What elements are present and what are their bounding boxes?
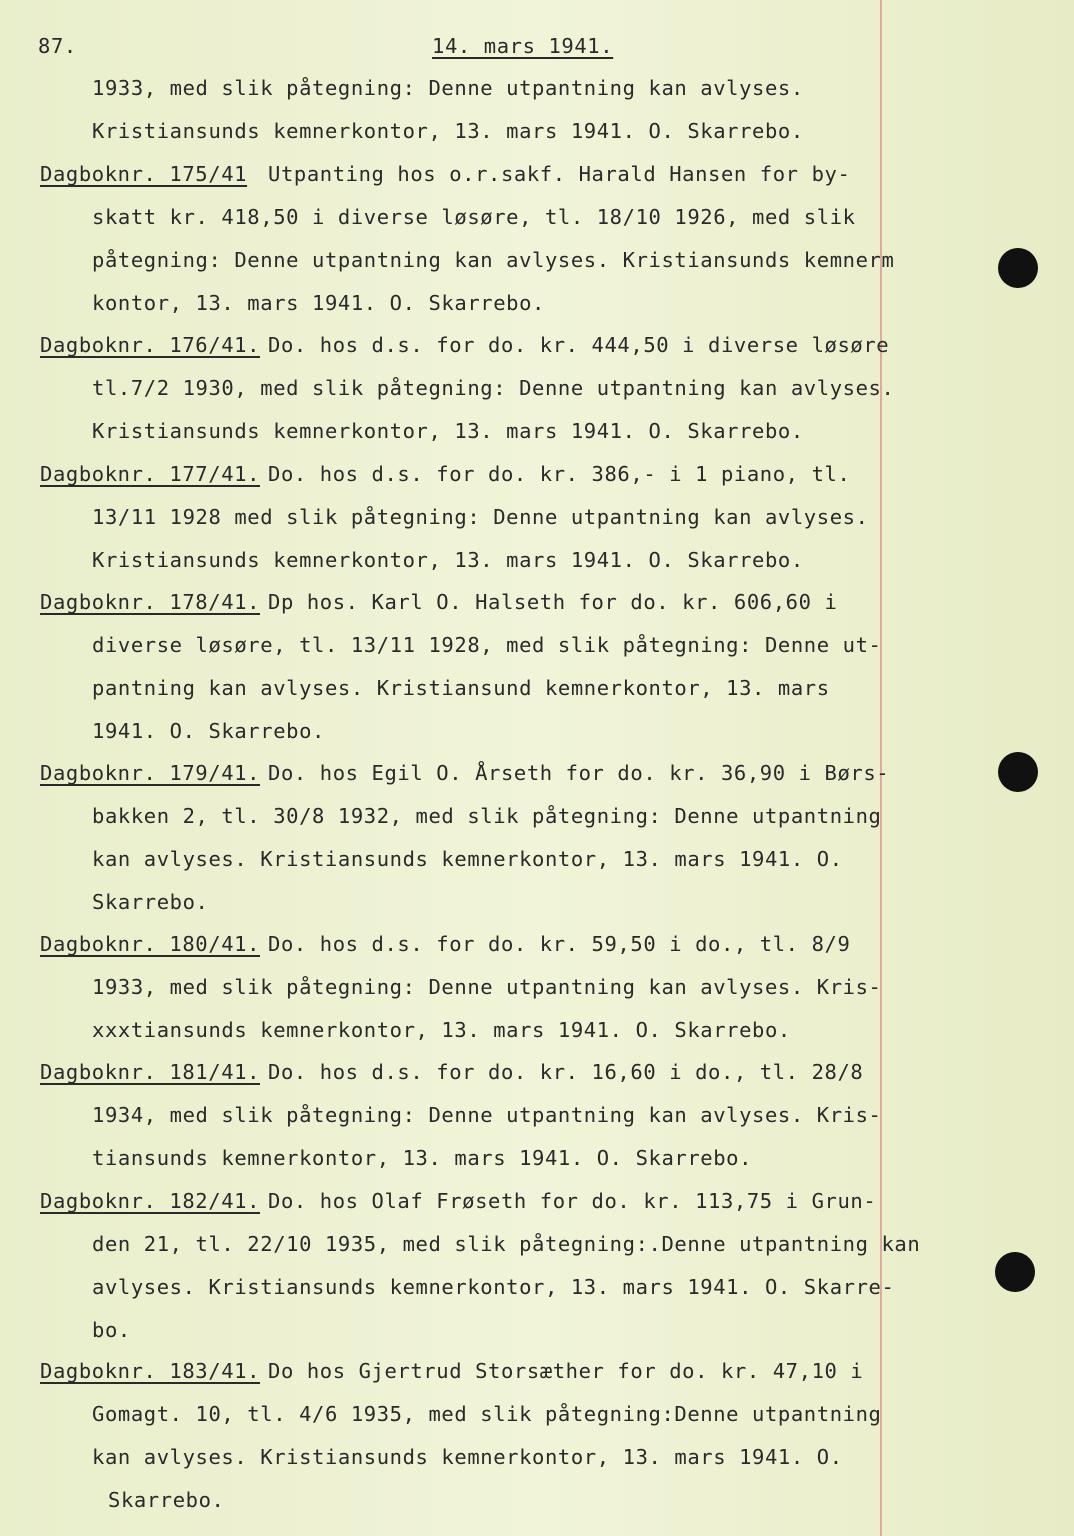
text-line: Do. hos Egil O. Årseth for do. kr. 36,90 i Børs- <box>268 761 890 785</box>
text-line: Do. hos d.s. for do. kr. 59,50 i do., tl. 8/9 <box>268 932 851 956</box>
text-line: tl.7/2 1930, med slik påtegning: Denne utpantning kan avlyses. <box>92 376 895 400</box>
entry-ref: Dagboknr. 175/41 <box>40 162 248 186</box>
text-line: avlyses. Kristiansunds kemnerkontor, 13. mars 1941. O. Skarre- <box>92 1275 895 1299</box>
text-line: Skarrebo. <box>92 890 209 914</box>
text-line: Skarrebo. <box>108 1488 225 1512</box>
text-line: Kristiansunds kemnerkontor, 13. mars 1941. O. Skarrebo. <box>92 548 804 572</box>
text-line: diverse løsøre, tl. 13/11 1928, med slik påtegning: Denne ut- <box>92 633 882 657</box>
text-line: Do. hos d.s. for do. kr. 16,60 i do., tl. 28/8 <box>268 1060 864 1084</box>
entry-ref: Dagboknr. 176/41. <box>40 333 261 357</box>
entry-ref: Dagboknr. 179/41. <box>40 761 261 785</box>
entry-ref: Dagboknr. 180/41. <box>40 932 261 956</box>
entry-ref: Dagboknr. 182/41. <box>40 1189 261 1213</box>
text-line: Kristiansunds kemnerkontor, 13. mars 1941. O. Skarrebo. <box>92 419 804 443</box>
punch-hole <box>995 1252 1035 1292</box>
text-line: Do hos Gjertrud Storsæther for do. kr. 47,10 i <box>268 1359 864 1383</box>
entry-ref: Dagboknr. 183/41. <box>40 1359 261 1383</box>
text-line: bo. <box>92 1318 131 1342</box>
text-line: Do. hos d.s. for do. kr. 444,50 i diverse løsøre <box>268 333 890 357</box>
text-line: tiansunds kemnerkontor, 13. mars 1941. O. Skarrebo. <box>92 1146 753 1170</box>
page-date: 14. mars 1941. <box>432 34 614 58</box>
text-line: pantning kan avlyses. Kristiansund kemnerkontor, 13. mars <box>92 676 830 700</box>
text-line: kan avlyses. Kristiansunds kemnerkontor, 13. mars 1941. O. <box>92 847 843 871</box>
text-line: skatt kr. 418,50 i diverse løsøre, tl. 18/10 1926, med slik <box>92 205 856 229</box>
text-line: Kristiansunds kemnerkontor, 13. mars 1941. O. Skarrebo. <box>92 119 804 143</box>
entry-ref: Dagboknr. 177/41. <box>40 462 261 486</box>
punch-hole <box>998 752 1038 792</box>
text-line: 13/11 1928 med slik påtegning: Denne utpantning kan avlyses. <box>92 505 869 529</box>
entry-ref: Dagboknr. 181/41. <box>40 1060 261 1084</box>
text-line: Do. hos Olaf Frøseth for do. kr. 113,75 i Grun- <box>268 1189 877 1213</box>
text-line: Utpanting hos o.r.sakf. Harald Hansen for by- <box>268 162 851 186</box>
text-line: Gomagt. 10, tl. 4/6 1935, med slik påtegning:Denne utpantning <box>92 1402 882 1426</box>
text-line: kan avlyses. Kristiansunds kemnerkontor, 13. mars 1941. O. <box>92 1445 843 1469</box>
text-line: 1941. O. Skarrebo. <box>92 719 325 743</box>
text-line: xxxtiansunds kemnerkontor, 13. mars 1941. O. Skarrebo. <box>92 1018 791 1042</box>
punch-hole <box>998 248 1038 288</box>
text-line: 1933, med slik påtegning: Denne utpantning kan avlyses. <box>92 76 804 100</box>
page-number: 87. <box>38 34 77 58</box>
text-line: den 21, tl. 22/10 1935, med slik påtegning:.Denne utpantning kan <box>92 1232 921 1256</box>
text-line: kontor, 13. mars 1941. O. Skarrebo. <box>92 291 545 315</box>
text-line: bakken 2, tl. 30/8 1932, med slik påtegning: Denne utpantning <box>92 804 882 828</box>
text-line: 1933, med slik påtegning: Denne utpantning kan avlyses. Kris- <box>92 975 882 999</box>
entry-ref: Dagboknr. 178/41. <box>40 590 261 614</box>
text-line: påtegning: Denne utpantning kan avlyses. Kristiansunds kemnerm <box>92 248 895 272</box>
text-line: Do. hos d.s. for do. kr. 386,- i 1 piano, tl. <box>268 462 851 486</box>
text-line: Dp hos. Karl O. Halseth for do. kr. 606,60 i <box>268 590 838 614</box>
text-line: 1934, med slik påtegning: Denne utpantning kan avlyses. Kris- <box>92 1103 882 1127</box>
